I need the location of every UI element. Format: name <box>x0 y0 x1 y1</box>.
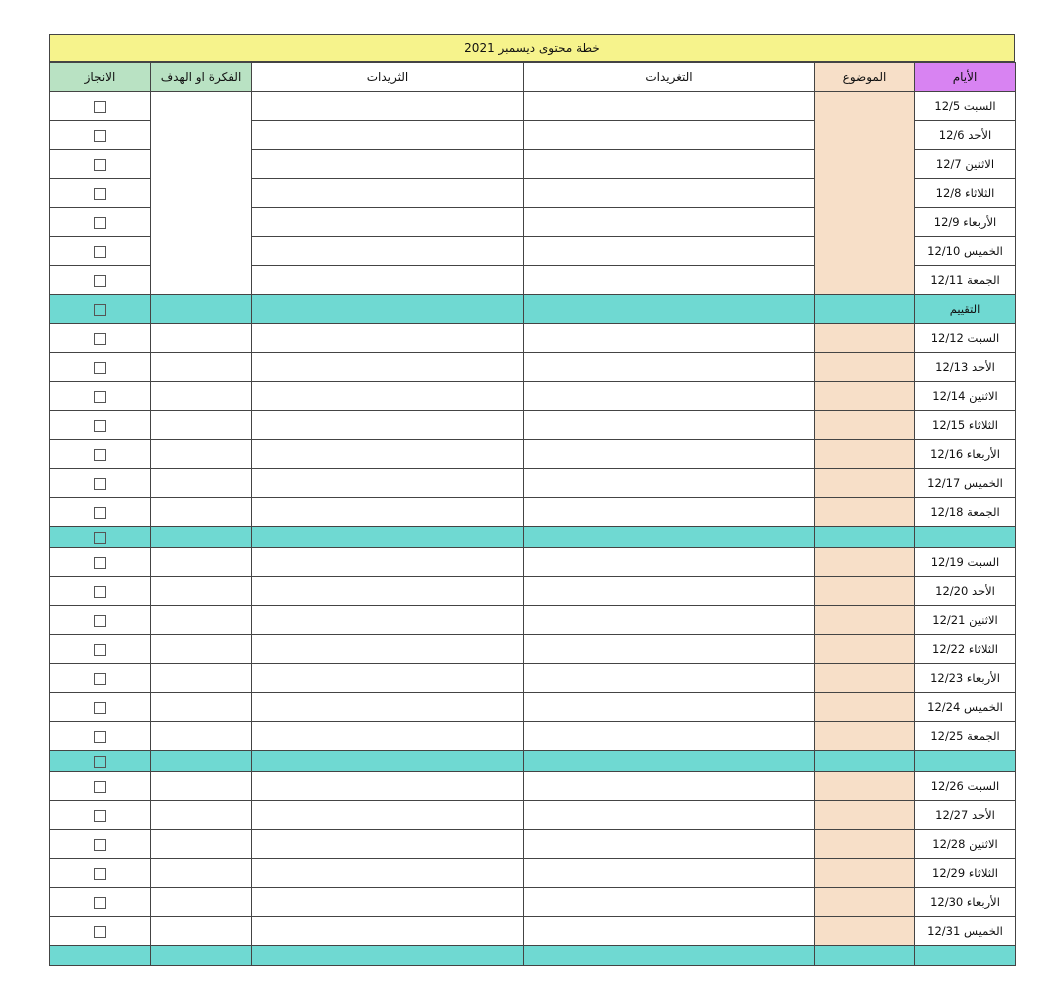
tweets-cell[interactable] <box>524 411 815 440</box>
day-label: الجمعة 12/11 <box>915 266 1016 295</box>
threads-cell[interactable] <box>252 577 524 606</box>
header-days: الأيام <box>915 63 1016 92</box>
day-row <box>50 693 1016 722</box>
idea-cell[interactable] <box>151 295 252 324</box>
idea-cell[interactable] <box>151 548 252 577</box>
day-row <box>50 577 1016 606</box>
achievement-checkbox[interactable] <box>94 673 106 685</box>
topic-cell[interactable] <box>815 295 915 324</box>
achievement-checkbox[interactable] <box>94 532 106 544</box>
achievement-cell <box>50 498 151 527</box>
day-label: الاثنين 12/21 <box>915 606 1016 635</box>
day-label: السبت 12/5 <box>915 92 1016 121</box>
topic-cell[interactable] <box>815 606 915 635</box>
day-label <box>915 527 1016 548</box>
threads-cell[interactable] <box>252 801 524 830</box>
topic-cell[interactable] <box>815 917 915 946</box>
day-label: الخميس 12/10 <box>915 237 1016 266</box>
tweets-cell[interactable] <box>524 121 815 150</box>
day-label: السبت 12/12 <box>915 324 1016 353</box>
tweets-cell[interactable] <box>524 440 815 469</box>
day-row <box>50 917 1016 946</box>
topic-cell[interactable] <box>815 577 915 606</box>
day-label <box>915 946 1016 966</box>
achievement-cell <box>50 859 151 888</box>
topic-cell[interactable] <box>815 946 915 966</box>
threads-cell[interactable] <box>252 266 524 295</box>
achievement-checkbox[interactable] <box>94 756 106 768</box>
day-label: الأربعاء 12/23 <box>915 664 1016 693</box>
day-label: الثلاثاء 12/8 <box>915 179 1016 208</box>
achievement-cell <box>50 888 151 917</box>
achievement-checkbox[interactable] <box>94 839 106 851</box>
topic-cell[interactable] <box>815 830 915 859</box>
threads-cell[interactable] <box>252 411 524 440</box>
day-row <box>50 772 1016 801</box>
achievement-checkbox[interactable] <box>94 101 106 113</box>
tweets-cell[interactable] <box>524 527 815 548</box>
achievement-cell <box>50 440 151 469</box>
achievement-checkbox[interactable] <box>94 275 106 287</box>
separator-row <box>50 946 1016 966</box>
achievement-cell <box>50 917 151 946</box>
achievement-checkbox[interactable] <box>94 159 106 171</box>
threads-cell[interactable] <box>252 946 524 966</box>
day-row <box>50 606 1016 635</box>
topic-cell[interactable] <box>815 859 915 888</box>
idea-cell[interactable] <box>151 498 252 527</box>
achievement-cell <box>50 92 151 121</box>
threads-cell[interactable] <box>252 121 524 150</box>
achievement-cell <box>50 208 151 237</box>
idea-cell[interactable] <box>151 888 252 917</box>
achievement-cell <box>50 295 151 324</box>
day-label: الخميس 12/17 <box>915 469 1016 498</box>
achievement-cell <box>50 382 151 411</box>
content-plan-sheet <box>49 34 1015 966</box>
day-row <box>50 830 1016 859</box>
tweets-cell[interactable] <box>524 751 815 772</box>
topic-cell[interactable] <box>815 888 915 917</box>
threads-cell[interactable] <box>252 635 524 664</box>
topic-cell[interactable] <box>815 664 915 693</box>
threads-cell[interactable] <box>252 92 524 121</box>
achievement-checkbox[interactable] <box>94 731 106 743</box>
achievement-checkbox[interactable] <box>94 557 106 569</box>
achievement-checkbox[interactable] <box>94 897 106 909</box>
topic-cell[interactable] <box>815 353 915 382</box>
idea-cell[interactable] <box>151 577 252 606</box>
achievement-cell <box>50 772 151 801</box>
achievement-checkbox[interactable] <box>94 333 106 345</box>
evaluation-row <box>50 295 1016 324</box>
achievement-cell <box>50 469 151 498</box>
threads-cell[interactable] <box>252 150 524 179</box>
achievement-cell <box>50 830 151 859</box>
day-row <box>50 859 1016 888</box>
day-label: السبت 12/19 <box>915 548 1016 577</box>
achievement-checkbox[interactable] <box>94 304 106 316</box>
idea-cell[interactable] <box>151 801 252 830</box>
tweets-cell[interactable] <box>524 150 815 179</box>
achievement-checkbox[interactable] <box>94 781 106 793</box>
topic-cell[interactable] <box>815 693 915 722</box>
achievement-checkbox[interactable] <box>94 868 106 880</box>
day-label: الاثنين 12/14 <box>915 382 1016 411</box>
threads-cell[interactable] <box>252 208 524 237</box>
topic-cell[interactable] <box>815 548 915 577</box>
day-row <box>50 353 1016 382</box>
idea-cell[interactable] <box>151 527 252 548</box>
achievement-cell <box>50 150 151 179</box>
day-row <box>50 469 1016 498</box>
header-tweets: التغريدات <box>524 63 815 92</box>
idea-cell[interactable] <box>151 693 252 722</box>
day-label: الاثنين 12/28 <box>915 830 1016 859</box>
day-label: الثلاثاء 12/22 <box>915 635 1016 664</box>
threads-cell[interactable] <box>252 353 524 382</box>
topic-cell[interactable] <box>815 722 915 751</box>
achievement-checkbox[interactable] <box>94 420 106 432</box>
achievement-cell <box>50 324 151 353</box>
achievement-checkbox[interactable] <box>94 615 106 627</box>
day-label: الثلاثاء 12/29 <box>915 859 1016 888</box>
idea-cell[interactable] <box>151 946 252 966</box>
tweets-cell[interactable] <box>524 888 815 917</box>
tweets-cell[interactable] <box>524 722 815 751</box>
threads-cell[interactable] <box>252 548 524 577</box>
idea-cell[interactable] <box>151 411 252 440</box>
day-row <box>50 722 1016 751</box>
idea-cell[interactable] <box>151 606 252 635</box>
day-row <box>50 440 1016 469</box>
topic-cell[interactable] <box>815 751 915 772</box>
achievement-cell <box>50 527 151 548</box>
day-row <box>50 382 1016 411</box>
idea-cell[interactable] <box>151 664 252 693</box>
idea-cell[interactable] <box>151 722 252 751</box>
day-row <box>50 92 1016 121</box>
achievement-checkbox[interactable] <box>94 188 106 200</box>
day-row <box>50 888 1016 917</box>
day-row <box>50 498 1016 527</box>
day-row <box>50 411 1016 440</box>
achievement-cell <box>50 548 151 577</box>
tweets-cell[interactable] <box>524 353 815 382</box>
day-label: الجمعة 12/25 <box>915 722 1016 751</box>
achievement-cell <box>50 411 151 440</box>
day-label: الأحد 12/20 <box>915 577 1016 606</box>
threads-cell[interactable] <box>252 295 524 324</box>
threads-cell[interactable] <box>252 664 524 693</box>
tweets-cell[interactable] <box>524 772 815 801</box>
tweets-cell[interactable] <box>524 577 815 606</box>
tweets-cell[interactable] <box>524 469 815 498</box>
idea-cell[interactable] <box>151 772 252 801</box>
day-label: الأربعاء 12/30 <box>915 888 1016 917</box>
day-row <box>50 664 1016 693</box>
topic-cell[interactable] <box>815 635 915 664</box>
tweets-cell[interactable] <box>524 548 815 577</box>
tweets-cell[interactable] <box>524 664 815 693</box>
idea-cell[interactable] <box>151 751 252 772</box>
threads-cell[interactable] <box>252 237 524 266</box>
day-label: الاثنين 12/7 <box>915 150 1016 179</box>
day-label: الأحد 12/13 <box>915 353 1016 382</box>
achievement-checkbox[interactable] <box>94 926 106 938</box>
tweets-cell[interactable] <box>524 801 815 830</box>
achievement-cell <box>50 266 151 295</box>
idea-cell[interactable] <box>151 917 252 946</box>
achievement-checkbox[interactable] <box>94 362 106 374</box>
day-label: الأحد 12/27 <box>915 801 1016 830</box>
threads-cell[interactable] <box>252 179 524 208</box>
idea-cell[interactable] <box>151 92 252 295</box>
day-row <box>50 324 1016 353</box>
header-threads: الثريدات <box>252 63 524 92</box>
day-label: الأربعاء 12/16 <box>915 440 1016 469</box>
achievement-cell <box>50 946 151 966</box>
threads-cell[interactable] <box>252 606 524 635</box>
topic-cell[interactable] <box>815 324 915 353</box>
threads-cell[interactable] <box>252 527 524 548</box>
achievement-cell <box>50 577 151 606</box>
topic-cell[interactable] <box>815 772 915 801</box>
day-label: الخميس 12/24 <box>915 693 1016 722</box>
idea-cell[interactable] <box>151 830 252 859</box>
idea-cell[interactable] <box>151 859 252 888</box>
tweets-cell[interactable] <box>524 179 815 208</box>
achievement-checkbox[interactable] <box>94 217 106 229</box>
tweets-cell[interactable] <box>524 859 815 888</box>
achievement-checkbox[interactable] <box>94 507 106 519</box>
achievement-checkbox[interactable] <box>94 810 106 822</box>
tweets-cell[interactable] <box>524 606 815 635</box>
topic-cell[interactable] <box>815 498 915 527</box>
achievement-checkbox[interactable] <box>94 391 106 403</box>
day-label: الخميس 12/31 <box>915 917 1016 946</box>
tweets-cell[interactable] <box>524 946 815 966</box>
achievement-cell <box>50 179 151 208</box>
achievement-cell <box>50 722 151 751</box>
topic-cell[interactable] <box>815 92 915 295</box>
threads-cell[interactable] <box>252 830 524 859</box>
threads-cell[interactable] <box>252 498 524 527</box>
sheet-title: خطة محتوى ديسمبر 2021 <box>49 34 1015 62</box>
topic-cell[interactable] <box>815 440 915 469</box>
day-label <box>915 751 1016 772</box>
threads-cell[interactable] <box>252 722 524 751</box>
idea-cell[interactable] <box>151 353 252 382</box>
achievement-cell <box>50 606 151 635</box>
achievement-cell <box>50 664 151 693</box>
tweets-cell[interactable] <box>524 830 815 859</box>
threads-cell[interactable] <box>252 772 524 801</box>
idea-cell[interactable] <box>151 469 252 498</box>
plan-table <box>49 62 1016 966</box>
achievement-cell <box>50 801 151 830</box>
day-label: الأحد 12/6 <box>915 121 1016 150</box>
tweets-cell[interactable] <box>524 266 815 295</box>
achievement-cell <box>50 693 151 722</box>
tweets-cell[interactable] <box>524 917 815 946</box>
day-row <box>50 801 1016 830</box>
idea-cell[interactable] <box>151 440 252 469</box>
separator-row <box>50 527 1016 548</box>
achievement-checkbox[interactable] <box>94 644 106 656</box>
tweets-cell[interactable] <box>524 635 815 664</box>
day-label: السبت 12/26 <box>915 772 1016 801</box>
tweets-cell[interactable] <box>524 693 815 722</box>
threads-cell[interactable] <box>252 888 524 917</box>
idea-cell[interactable] <box>151 382 252 411</box>
day-row <box>50 635 1016 664</box>
threads-cell[interactable] <box>252 859 524 888</box>
achievement-checkbox[interactable] <box>94 478 106 490</box>
day-row <box>50 548 1016 577</box>
tweets-cell[interactable] <box>524 382 815 411</box>
achievement-cell <box>50 353 151 382</box>
achievement-cell <box>50 121 151 150</box>
threads-cell[interactable] <box>252 469 524 498</box>
achievement-checkbox[interactable] <box>94 586 106 598</box>
idea-cell[interactable] <box>151 635 252 664</box>
achievement-cell <box>50 635 151 664</box>
threads-cell[interactable] <box>252 693 524 722</box>
topic-cell[interactable] <box>815 411 915 440</box>
tweets-cell[interactable] <box>524 92 815 121</box>
topic-cell[interactable] <box>815 382 915 411</box>
tweets-cell[interactable] <box>524 295 815 324</box>
tweets-cell[interactable] <box>524 237 815 266</box>
day-label: الثلاثاء 12/15 <box>915 411 1016 440</box>
header-row <box>50 63 1016 92</box>
tweets-cell[interactable] <box>524 208 815 237</box>
topic-cell[interactable] <box>815 801 915 830</box>
header-achievement: الانجاز <box>50 63 151 92</box>
separator-row <box>50 751 1016 772</box>
tweets-cell[interactable] <box>524 498 815 527</box>
header-idea: الفكرة او الهدف <box>151 63 252 92</box>
threads-cell[interactable] <box>252 917 524 946</box>
threads-cell[interactable] <box>252 751 524 772</box>
threads-cell[interactable] <box>252 382 524 411</box>
header-topic: الموضوع <box>815 63 915 92</box>
topic-cell[interactable] <box>815 469 915 498</box>
achievement-checkbox[interactable] <box>94 130 106 142</box>
threads-cell[interactable] <box>252 440 524 469</box>
threads-cell[interactable] <box>252 324 524 353</box>
topic-cell[interactable] <box>815 527 915 548</box>
tweets-cell[interactable] <box>524 324 815 353</box>
evaluation-label: التقييم <box>915 295 1016 324</box>
day-label: الجمعة 12/18 <box>915 498 1016 527</box>
day-label: الأربعاء 12/9 <box>915 208 1016 237</box>
achievement-checkbox[interactable] <box>94 702 106 714</box>
achievement-cell <box>50 751 151 772</box>
achievement-checkbox[interactable] <box>94 246 106 258</box>
idea-cell[interactable] <box>151 324 252 353</box>
achievement-cell <box>50 237 151 266</box>
achievement-checkbox[interactable] <box>94 449 106 461</box>
